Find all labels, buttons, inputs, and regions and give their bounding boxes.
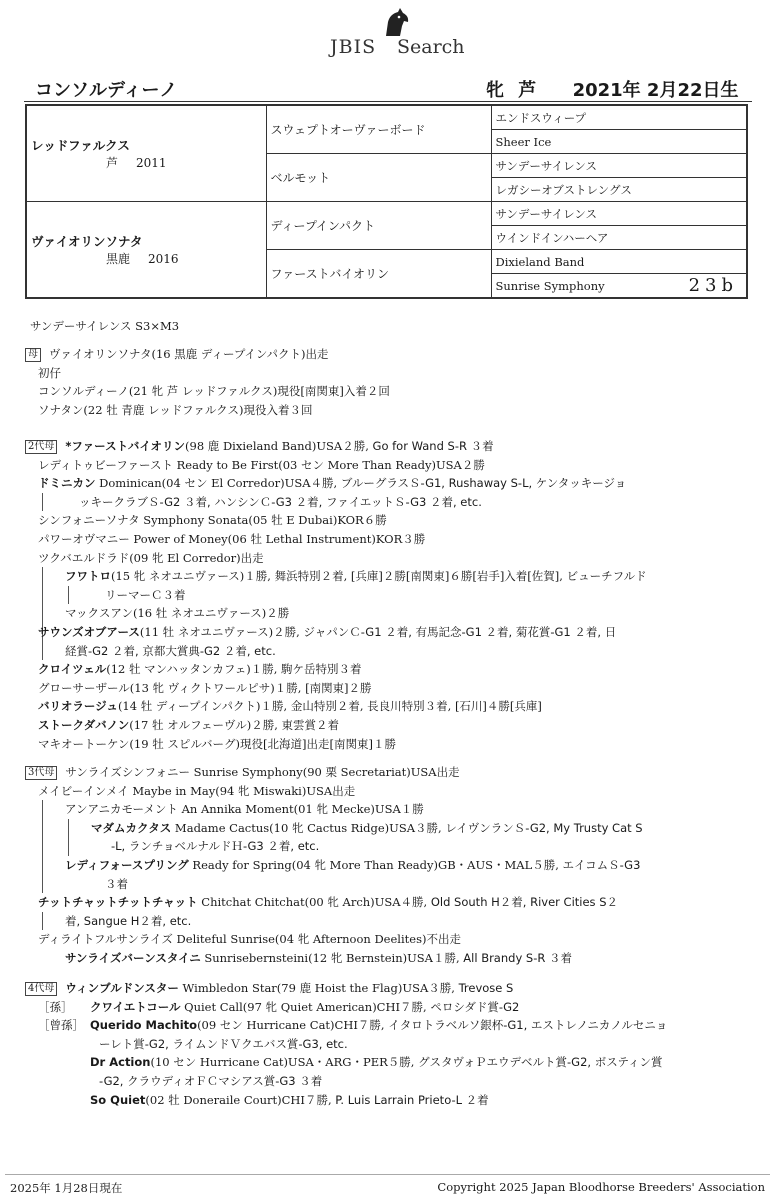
dam2-head-info: (98 鹿 Dixieland Band)USA２勝, bbox=[185, 439, 369, 453]
dam2-section bbox=[25, 437, 755, 753]
pedigree-table bbox=[25, 104, 748, 299]
horse-head-icon bbox=[376, 8, 416, 38]
dam2-line-stakes: 経賞-G2 ２着, 京都大賞典-G2 ２着, etc. bbox=[65, 643, 276, 658]
sire-mf[interactable]: サンデーサイレンス bbox=[491, 154, 747, 178]
dam3-sunrisebernsteini[interactable]: サンライズバーンスタイニ bbox=[65, 950, 201, 965]
dam2-line: レディトゥビーファースト Ready to Be First(03 セン More Than Ready)USA２勝 bbox=[38, 457, 485, 472]
family-number: 23b bbox=[688, 275, 738, 296]
dam2-line: シンフォニーソナタ Symphony Sonata(05 牡 E Dubai)KOR６勝 bbox=[38, 513, 387, 528]
sire-father[interactable]: スウェプトオーヴァーボード bbox=[266, 105, 491, 154]
horse-sex: 牝 bbox=[486, 80, 504, 101]
dam3-line: メイビーインメイ Maybe in May(94 牝 Miswaki)USA出走 bbox=[38, 783, 356, 798]
dam3-line: Chitchat Chitchat(00 牝 Arch)USA４勝, bbox=[197, 895, 428, 910]
dam3-ready-for-spring[interactable]: レディフォースプリング bbox=[65, 857, 189, 872]
sire-year: 2011 bbox=[136, 156, 167, 170]
dam4-line-stakes: P. Luis Larrain Prieto-L ２着 bbox=[335, 1092, 489, 1107]
dam3-line-stakes: エイコムＳ-G3 bbox=[562, 857, 641, 872]
dam2-line: リーマーＣ３着 bbox=[105, 587, 186, 602]
dam4-line: (10 セン Hurricane Cat)USA・ARG・PER５勝, bbox=[150, 1055, 415, 1070]
dam1-line: ソナタン(22 牡 青鹿 レッドファルクス)現役入着３回 bbox=[38, 402, 313, 417]
dam-ff[interactable]: サンデーサイレンス bbox=[491, 202, 747, 226]
dam4-line: Quiet Call(97 牝 Quiet American)CHI７勝, bbox=[180, 999, 427, 1014]
dam2-line: マキオートーケン(19 牡 スピルバーグ)現役[北海道]出走[南関東]１勝 bbox=[38, 736, 396, 751]
sire-color: 芦 bbox=[106, 156, 119, 170]
dam-fm[interactable]: ウインドインハーヘア bbox=[491, 226, 747, 250]
dam4-line-stakes: ペロシダド賞-G2 bbox=[430, 999, 520, 1014]
sire-mother[interactable]: ベルモット bbox=[266, 154, 491, 202]
dam4-line-stakes: ーレト賞-G2, ライムンドＶクエバス賞-G3, etc. bbox=[99, 1036, 348, 1051]
site-logo[interactable] bbox=[0, 8, 775, 56]
dam3-section bbox=[25, 763, 755, 968]
header-rule bbox=[24, 101, 752, 102]
dam-mm[interactable]: Sunrise Symphony bbox=[495, 278, 605, 293]
sire-cell bbox=[26, 105, 266, 202]
dam3-line: アンアニカモーメント An Annika Moment(01 牝 Mecke)USA１勝 bbox=[65, 802, 424, 817]
dam3-head: サンライズシンフォニー Sunrise Symphony(90 栗 Secretariat)USA出走 bbox=[65, 765, 460, 779]
dam2-tag: 2代母 bbox=[25, 440, 57, 454]
dam2-line: (17 牡 オルフェーヴル)２勝, 東雲賞２着 bbox=[129, 717, 340, 732]
sire-ff[interactable]: エンドスウィープ bbox=[491, 105, 747, 130]
dam3-line: Madame Cactus(10 牝 Cactus Ridge)USA３勝, bbox=[171, 820, 442, 835]
dam3-line-stakes: 着, Sangue H２着, etc. bbox=[65, 913, 192, 928]
dam1-section bbox=[25, 345, 755, 419]
dam3-line-stakes: -L, ランチョベルナルドＨ-G3 ２着, etc. bbox=[111, 839, 320, 854]
dam3-line-stakes: Old South H２着, River Cities S２ bbox=[430, 895, 618, 910]
dam2-fuwatoro[interactable]: フワトロ bbox=[65, 569, 111, 584]
dam2-line: パワーオヴマニー Power of Money(06 牡 Lethal Instrument)KOR３勝 bbox=[38, 531, 426, 546]
dam1-line: コンソルディーノ(21 牝 芦 レッドファルクス)現役[南関東]入着２回 bbox=[38, 384, 390, 399]
dam3-line: ディライトフルサンライズ Deliteful Sunrise(04 牝 Afternoon Deelites)不出走 bbox=[38, 932, 461, 947]
dam4-so-quiet[interactable]: So Quiet bbox=[90, 1092, 146, 1107]
dam4-line-stakes: イタロトラベルソ銀杯-G1, エストレノニカノルセニョ bbox=[388, 1018, 668, 1033]
dam2-line: ツクバエルドラド(09 牝 El Corredor)出走 bbox=[38, 550, 264, 565]
dam2-line: (15 牝 ネオユニヴァース)１勝, 舞浜特別２着, [兵庫]２勝[南関東]６勝[岩手]入着[佐賀], ビューチフルド bbox=[111, 569, 647, 584]
dam4-great-grandchild-label: ［曾孫］ bbox=[38, 1018, 84, 1033]
footer-date: 2025年 1月28日現在 bbox=[10, 1181, 123, 1195]
dam2-kreutzer[interactable]: クロイツェル bbox=[38, 662, 107, 677]
dam-color: 黒鹿 bbox=[106, 252, 131, 266]
dam2-line-stakes: ブルーグラスＳ-G1, Rushaway S-L, ケンタッキージョ bbox=[340, 476, 627, 491]
dam1-head: ヴァイオリンソナタ(16 黒鹿 ディープインパクト)出走 bbox=[49, 347, 329, 361]
dam4-line-stakes: -G2, クラウディオＦＣマシアス賞-G3 ３着 bbox=[99, 1073, 323, 1088]
dam3-tag: 3代母 bbox=[25, 766, 57, 780]
dam3-line-stakes: All Brandy S-R ３着 bbox=[463, 950, 573, 965]
dam2-sounds-of-earth[interactable]: サウンズオブアース bbox=[38, 624, 140, 639]
dam4-head-info: Wimbledon Star(79 鹿 Hoist the Flag)USA３勝, bbox=[178, 981, 455, 995]
dam2-bariolage[interactable]: バリオラージュ bbox=[38, 699, 118, 714]
dam4-head-stakes: Trevose S bbox=[458, 981, 514, 995]
dam-father[interactable]: ディープインパクト bbox=[266, 202, 491, 250]
dam2-stoke[interactable]: ストークダバノン bbox=[38, 717, 130, 732]
dam4-grandchild-label: ［孫］ bbox=[38, 999, 73, 1014]
dam3-chitchat[interactable]: チットチャットチットチャット bbox=[38, 895, 198, 910]
dam4-section bbox=[25, 979, 755, 1109]
dam2-head-stakes: Go for Wand S-R ３着 bbox=[372, 439, 494, 453]
footer-rule bbox=[5, 1174, 770, 1175]
logo-search-text: Search bbox=[397, 36, 465, 58]
dam-mother[interactable]: ファーストバイオリン bbox=[266, 250, 491, 299]
dam2-dominican[interactable]: ドミニカン bbox=[38, 476, 96, 491]
dam2-line-stakes: ジャパンＣ-G1 ２着, 有馬記念-G1 ２着, 菊花賞-G1 ２着, 日 bbox=[303, 624, 617, 639]
dam-year: 2016 bbox=[148, 252, 179, 266]
dam3-line: Ready for Spring(04 牝 More Than Ready)GB・AUS・MAL５勝, bbox=[188, 857, 559, 872]
dam1-tag: 母 bbox=[25, 348, 41, 362]
dam-cell bbox=[26, 202, 266, 299]
dam3-line: ３着 bbox=[105, 876, 128, 891]
horse-meta bbox=[486, 76, 747, 102]
dam4-head-name[interactable]: ウィンブルドンスター bbox=[65, 981, 179, 995]
dam4-line: (09 セン Hurricane Cat)CHI７勝, bbox=[197, 1018, 385, 1033]
dam4-line-stakes: グスタヴォＰエウデベルト賞-G2, ボスティン賞 bbox=[418, 1055, 663, 1070]
dam-mf[interactable]: Dixieland Band bbox=[491, 250, 747, 274]
dam4-tag: 4代母 bbox=[25, 982, 57, 996]
dam2-line: (11 牡 ネオユニヴァース)２勝, bbox=[139, 624, 300, 639]
dam2-line: マックスアン(16 牡 ネオユニヴァース)２勝 bbox=[65, 606, 290, 621]
dam4-quiet-call[interactable]: クワイエトコール bbox=[90, 999, 181, 1014]
dam4-dr-action[interactable]: Dr Action bbox=[90, 1055, 151, 1070]
dam-mm-cell bbox=[491, 274, 747, 299]
dam-name[interactable]: ヴァイオリンソナタ bbox=[31, 234, 143, 249]
dam2-line: Dominican(04 セン El Corredor)USA４勝, bbox=[95, 476, 338, 491]
inbreeding-note: サンデーサイレンス S3×M3 bbox=[30, 319, 180, 333]
logo-brand: JBIS bbox=[330, 36, 377, 58]
horse-name: コンソルディーノ bbox=[35, 80, 178, 101]
sire-fm[interactable]: Sheer Ice bbox=[491, 130, 747, 154]
footer-copyright: Copyright 2025 Japan Bloodhorse Breeders' Association bbox=[437, 1180, 765, 1194]
horse-color: 芦 bbox=[518, 80, 537, 101]
dam2-line-stakes: ッキークラブＳ-G2 ３着, ハンシンＣ-G3 ２着, ファイエットＳ-G3 ２着, etc. bbox=[79, 494, 482, 509]
horse-birth: 2021年 2月22日生 bbox=[572, 80, 739, 101]
dam2-line: (14 牡 ディープインパクト)１勝, 金山特別２着, 長良川特別３着, [石川]４勝[兵庫] bbox=[117, 699, 542, 714]
dam3-madame-cactus[interactable]: マダムカクタス bbox=[91, 820, 172, 835]
horse-header bbox=[30, 76, 750, 102]
dam3-line-stakes: レイヴンランＳ-G2, My Trusty Cat S bbox=[445, 820, 643, 835]
dam2-head-name[interactable]: *ファーストバイオリン bbox=[65, 439, 186, 453]
dam2-line: グローサーザール(13 牝 ヴィクトワールピサ)１勝, [南関東]２勝 bbox=[38, 680, 372, 695]
dam2-line: (12 牡 マンハッタンカフェ)１勝, 駒ケ岳特別３着 bbox=[106, 662, 362, 677]
dam4-line: (02 牡 Doneraile Court)CHI７勝, bbox=[145, 1092, 332, 1107]
sire-name[interactable]: レッドファルクス bbox=[31, 138, 130, 153]
dam1-line: 初仔 bbox=[38, 365, 61, 380]
dam3-line: Sunrisebernsteini(12 牝 Bernstein)USA１勝, bbox=[200, 950, 460, 965]
sire-mm[interactable]: レガシーオブストレングス bbox=[491, 178, 747, 202]
dam4-querido-machito[interactable]: Querido Machito bbox=[90, 1018, 198, 1033]
